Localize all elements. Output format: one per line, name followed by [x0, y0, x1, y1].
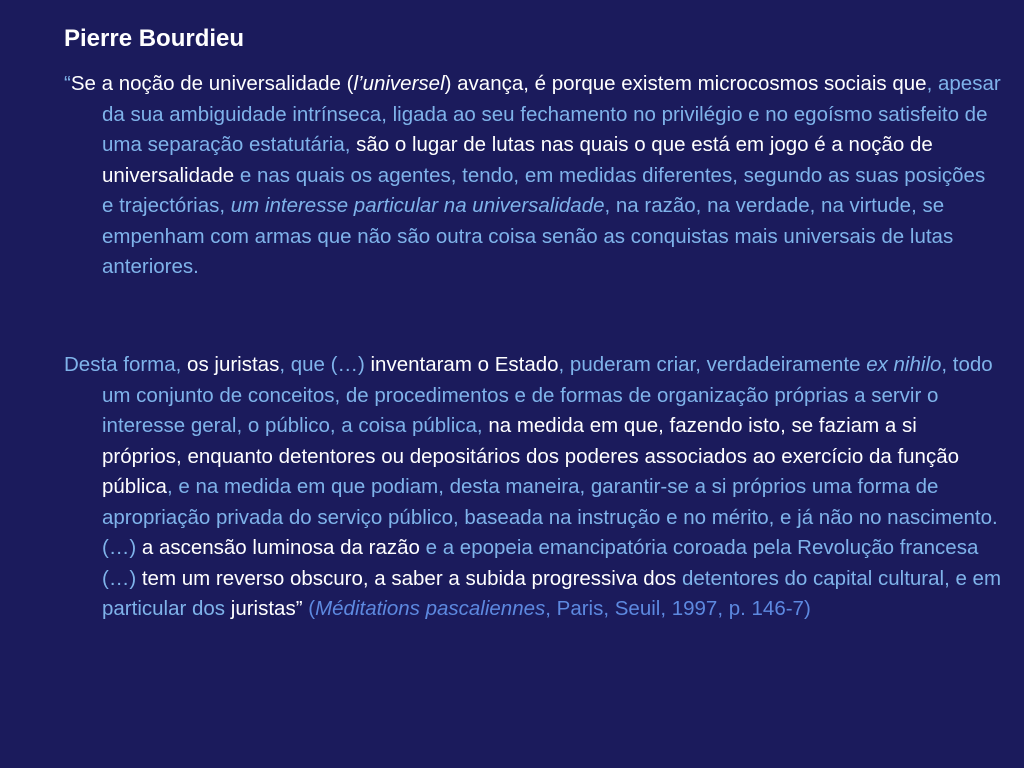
quote-paragraph-2 — [64, 350, 1002, 625]
quote-text-segment: juristas” — [225, 597, 303, 620]
quote-text-segment: a ascensão luminosa da razão — [136, 536, 420, 559]
quote-text-segment: na medida em que, fazendo isto, se faziam a si próprios, enquanto detentores ou depositários dos poderes associados ao exercício da função pública — [102, 414, 960, 498]
slide-title: Pierre Bourdieu — [64, 25, 245, 52]
quote-highlight-segment: , na razão, na verdade, na virtude, se empenham com armas que não são outra coisa senão as conquistas mais universais de lutas anteriores. — [102, 194, 954, 278]
quote-text-segment: os juristas — [181, 353, 280, 376]
quote-highlight-segment: , e na medida em que podiam, desta maneira, garantir-se a si próprios uma forma de apropriação privada do serviço público, baseada na instrução e no mérito, e já não no nascimento. (…) — [102, 475, 998, 559]
quote-highlight-segment: , apesar da sua ambiguidade intrínseca, ligada ao seu fechamento no privilégio e no egoísmo satisfeito de uma separação estatutária, — [102, 72, 1001, 156]
quote-highlight-segment: detentores do capital cultural, e em particular dos — [102, 566, 1002, 620]
quote-highlight-segment: , todo um conjunto de conceitos, de procedimentos e de formas de organização próprias a servir o interesse geral, o público, a coisa pública, — [102, 353, 993, 437]
quote-highlight-segment: e a epopeia emancipatória coroada pela Revolução francesa (…) — [102, 536, 979, 590]
quote-highlight-segment: , que (…) — [279, 353, 365, 376]
quote-italic-phrase: um interesse particular na universalidade — [230, 194, 605, 217]
citation-book-title: Méditations pascaliennes — [315, 597, 546, 620]
citation-open-paren: ( — [302, 597, 316, 620]
quote-highlight-segment: e nas quais os agentes, tendo, em medidas diferentes, segundo as suas posições e trajectórias, — [102, 163, 986, 217]
quote-paragraph-1 — [64, 69, 1002, 283]
quote-text-segment: inventaram o Estado — [364, 353, 559, 376]
open-quote-mark: “ — [64, 72, 71, 95]
quote-highlight-segment: Desta forma, — [64, 353, 182, 376]
quote-highlight-segment: , puderam criar, verdadeiramente — [558, 353, 867, 376]
quote-text-segment: tem um reverso obscuro, a saber a subida progressiva dos — [136, 566, 677, 590]
quote-text-segment: são o lugar de lutas nas quais o que está em jogo é a noção de universalidade — [102, 133, 933, 187]
quote-italic-term: ex nihilo — [866, 353, 942, 376]
quote-text-segment: ) avança, é porque existem microcosmos sociais que — [444, 72, 927, 95]
quote-text-segment: Se a noção de universalidade ( — [70, 72, 354, 95]
citation-publication-details: , Paris, Seuil, 1997, p. 146-7) — [545, 597, 811, 620]
quote-italic-term: l’universel — [353, 72, 445, 95]
